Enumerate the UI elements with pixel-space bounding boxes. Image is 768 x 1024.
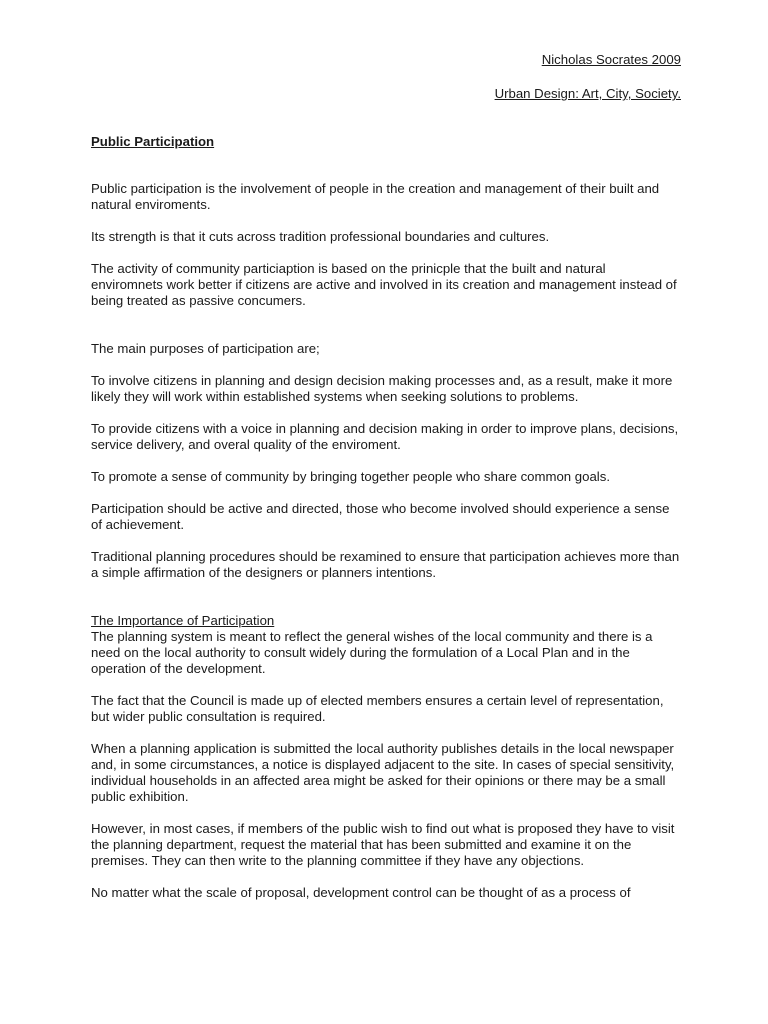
paragraph: When a planning application is submitted the local authority publishes details in the local newspaper and, in some circumstances, a notice is displayed adjacent to the site. In cases of special sensitivity, individual households in an affected area might be asked for their opinions or there may be a small public exhibition.	[91, 741, 675, 804]
document-page	[91, 50, 681, 901]
paragraph: The activity of community particiaption is based on the prinicple that the built and natural enviromnets work better if citizens are active and involved in its creation and management instead of being treated as passive concumers.	[91, 261, 677, 308]
paragraph: The main purposes of participation are;	[91, 341, 320, 356]
paragraph: Participation should be active and directed, those who become involved should experience a sense of achievement.	[91, 501, 670, 532]
paragraph: However, in most cases, if members of the public wish to find out what is proposed they have to visit the planning department, request the material that has been submitted and examine it on the premises. They can then write to the planning committee if they have any objections.	[91, 821, 675, 868]
paragraph: No matter what the scale of proposal, development control can be thought of as a process of	[91, 885, 631, 900]
paragraph: To promote a sense of community by bringing together people who share common goals.	[91, 469, 610, 484]
paragraph: The fact that the Council is made up of elected members ensures a certain level of representation, but wider public consultation is required.	[91, 693, 664, 724]
paragraph: To provide citizens with a voice in planning and decision making in order to improve plans, decisions, service delivery, and overal quality of the enviroment.	[91, 421, 679, 452]
paragraph: Traditional planning procedures should be rexamined to ensure that participation achieves more than a simple affirmation of the designers or planners intentions.	[91, 549, 680, 580]
paragraph: To involve citizens in planning and design decision making processes and, as a result, make it more likely they will work within established systems when seeking solutions to problems.	[91, 373, 673, 404]
paragraph: The planning system is meant to reflect the general wishes of the local community and there is a need on the local authority to consult widely during the formulation of a Local Plan and in the operation of the development.	[91, 629, 653, 676]
paragraph: Public participation is the involvement of people in the creation and management of their built and natural enviroments.	[91, 181, 660, 212]
course-line: Urban Design: Art, City, Society.	[494, 86, 681, 101]
author-line: Nicholas Socrates 2009	[541, 52, 681, 67]
paragraph: Its strength is that it cuts across tradition professional boundaries and cultures.	[91, 229, 550, 244]
importance-heading: The Importance of Participation	[91, 613, 275, 628]
section-title: Public Participation	[91, 134, 215, 149]
